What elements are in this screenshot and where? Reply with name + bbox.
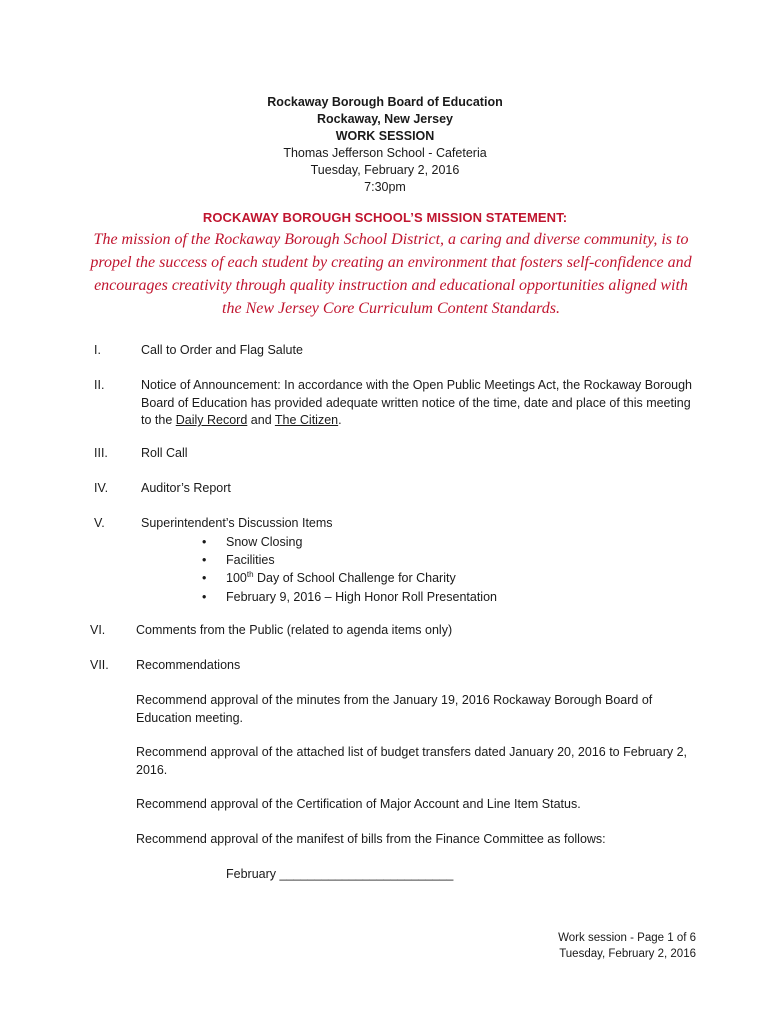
agenda-item-roll-call: Roll Call bbox=[141, 446, 188, 460]
agenda-number: VI. bbox=[90, 623, 106, 637]
bullet: • bbox=[202, 589, 207, 604]
header-date: Tuesday, February 2, 2016 bbox=[310, 163, 460, 177]
list-item bbox=[202, 588, 497, 606]
agenda-item-call-to-order: Call to Order and Flag Salute bbox=[141, 343, 303, 357]
header-time: 7:30pm bbox=[364, 180, 406, 194]
agenda-item-public-comments: Comments from the Public (related to agenda items only) bbox=[136, 623, 453, 637]
notice-end: . bbox=[338, 413, 342, 427]
notice-and: and bbox=[247, 413, 275, 427]
list-item-text: 100 bbox=[226, 571, 247, 586]
ordinal-suffix: th bbox=[246, 570, 254, 580]
recommendation-manifest: Recommend approval of the manifest of bills from the Finance Committee as follows: bbox=[136, 832, 606, 846]
header-venue: Thomas Jefferson School - Cafeteria bbox=[283, 146, 487, 160]
agenda-item-auditors-report: Auditor’s Report bbox=[141, 481, 231, 495]
recommendation-certification: Recommend approval of the Certification of Major Account and Line Item Status. bbox=[136, 797, 581, 811]
agenda-item-superintendent: Superintendent’s Discussion Items bbox=[141, 516, 333, 530]
page-footer bbox=[558, 930, 696, 962]
notice-text: Notice of Announcement: In accordance with the Open Public Meetings Act, the Rockaway Borough Board of Education has provided adequate written notice of the time, date and place of this meeting to the bbox=[141, 378, 693, 427]
agenda-number: III. bbox=[94, 446, 108, 460]
list-item bbox=[202, 569, 497, 587]
mission-statement: The mission of the Rockaway Borough School District, a caring and diverse community, is to propel the success of each student by creating an environment that fosters self-confidence and encourages creativity through quality instruction and educational opportunities aligned with the New Jersey Core Curriculum Content Standards. bbox=[90, 231, 692, 317]
february-bills-line: February _________________________ bbox=[226, 867, 454, 881]
list-item-text: Day of School Challenge for Charity bbox=[253, 571, 456, 586]
agenda-number: I. bbox=[94, 343, 101, 357]
list-item bbox=[202, 533, 497, 551]
bullet: • bbox=[202, 553, 207, 568]
bullet: • bbox=[202, 571, 207, 586]
daily-record-link[interactable]: Daily Record bbox=[175, 413, 248, 427]
mission-title: ROCKAWAY BOROUGH SCHOOL’S MISSION STATEMENT: bbox=[202, 210, 568, 225]
list-item-text: Facilities bbox=[226, 553, 275, 568]
the-citizen-link[interactable]: The Citizen bbox=[274, 413, 339, 427]
discussion-items-list bbox=[202, 533, 497, 606]
agenda-item-notice bbox=[141, 377, 697, 430]
header-location: Rockaway, New Jersey bbox=[317, 112, 453, 126]
agenda-number: V. bbox=[94, 516, 105, 530]
agenda-item-recommendations: Recommendations bbox=[136, 658, 241, 672]
recommendation-budget-transfers: Recommend approval of the attached list of budget transfers dated January 20, 2016 to February 2, 2016. bbox=[136, 745, 688, 777]
header-board-name: Rockaway Borough Board of Education bbox=[267, 95, 503, 109]
bullet: • bbox=[202, 535, 207, 549]
list-item bbox=[202, 551, 497, 569]
agenda-number: II. bbox=[94, 378, 105, 392]
recommendation-minutes: Recommend approval of the minutes from the January 19, 2016 Rockaway Borough Board of Education meeting. bbox=[136, 693, 653, 725]
agenda-number: IV. bbox=[94, 481, 109, 495]
footer-date: Tuesday, February 2, 2016 bbox=[559, 948, 696, 960]
document-header bbox=[0, 94, 770, 196]
header-session-type: WORK SESSION bbox=[335, 129, 435, 143]
agenda-number: VII. bbox=[90, 658, 109, 672]
footer-page-number: Work session - Page 1 of 6 bbox=[558, 932, 696, 944]
list-item-text: Snow Closing bbox=[226, 535, 303, 549]
list-item-text: February 9, 2016 – High Honor Roll Presentation bbox=[226, 589, 497, 604]
